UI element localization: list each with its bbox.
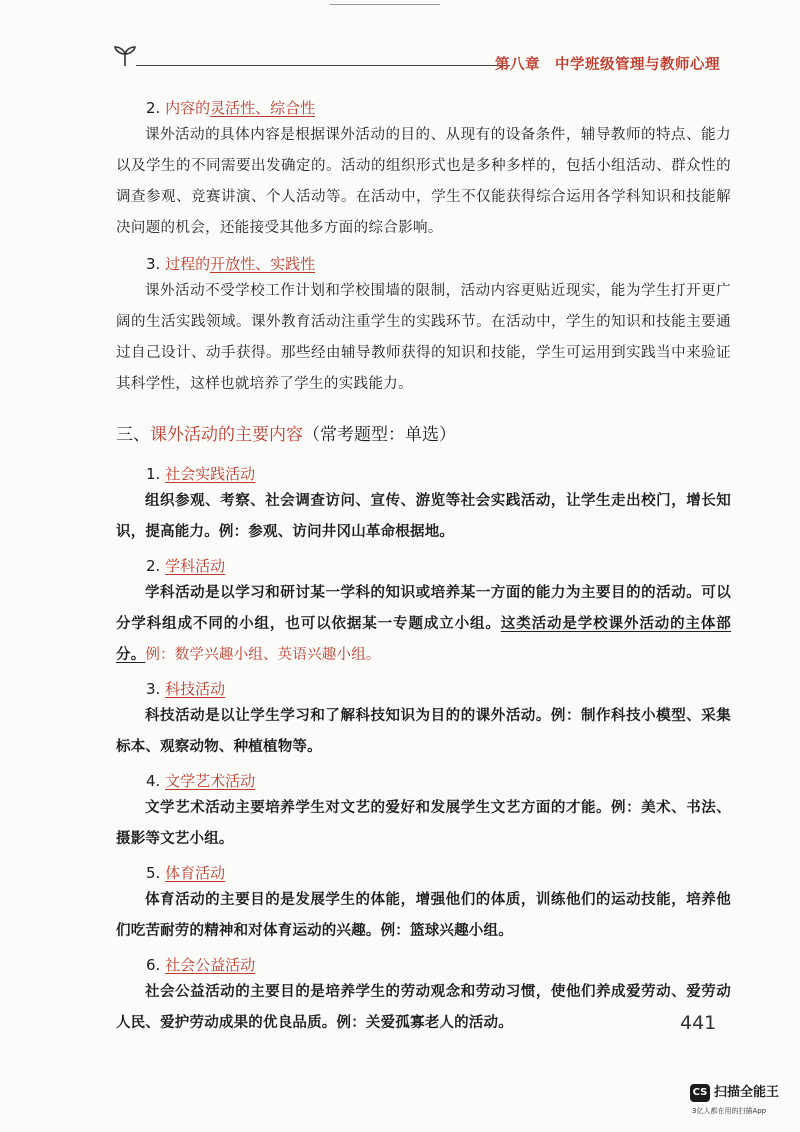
activity-heading-6 <box>146 953 731 977</box>
activity-key-point: 这类活动是学校课外活动的主体部分。 <box>116 616 732 663</box>
activity-text <box>116 578 731 671</box>
activity-heading-5 <box>146 861 731 885</box>
activity-title: 学科活动 <box>165 557 226 575</box>
activity-text-main: 学科活动是以学习和研讨某一学科的知识或培养某一方面的能力为主要目的的活动。可以分学科组成不同的小组，也可以依据某一专题成立小组。 <box>116 585 731 632</box>
chapter-title: 第八章 中学班级管理与教师心理 <box>495 57 720 73</box>
cs-logo-icon: CS <box>690 1084 710 1102</box>
activity-number: 3. <box>146 680 161 698</box>
item-heading-2 <box>146 96 731 120</box>
activity-number: 2. <box>146 557 161 575</box>
page-body <box>116 96 731 1039</box>
section-note: （常考题型：单选） <box>303 425 456 445</box>
activity-text: 科技活动是以让学生学习和了解科技知识为目的的课外活动。例：制作科技小模型、采集标本、观察动物、种植植物等。 <box>116 708 731 755</box>
section-title: 课外活动的主要内容 <box>150 425 303 445</box>
activity-text: 文学艺术活动主要培养学生对文艺的爱好和发展学生文艺方面的才能。例：美术、书法、摄影等文艺小组。 <box>116 800 731 847</box>
top-margin-line <box>330 4 440 5</box>
activity-example: 例：数学兴趣小组、英语兴趣小组。 <box>145 647 381 663</box>
page-number: 441 <box>680 1012 717 1034</box>
activity-heading-4 <box>146 769 731 793</box>
section-prefix: 三、 <box>116 425 150 445</box>
activity-number: 6. <box>146 956 161 974</box>
activity-number: 5. <box>146 864 161 882</box>
sprout-icon <box>112 44 138 68</box>
scanner-app-name: 扫描全能王 <box>714 1085 780 1100</box>
activity-heading-1 <box>146 462 731 486</box>
scanner-watermark <box>690 1082 794 1122</box>
item-number: 2. <box>146 99 161 117</box>
activity-number: 4. <box>146 772 161 790</box>
activity-text: 社会公益活动的主要目的是培养学生的劳动观念和劳动习惯，使他们养成爱劳动、爱劳动人民、爱护劳动成果的优良品质。例：关爱孤寡老人的活动。 <box>116 984 731 1031</box>
activity-title: 科技活动 <box>165 680 226 698</box>
paragraph: 课外活动的具体内容是根据课外活动的目的、从现有的设备条件，辅导教师的特点、能力以及学生的不同需要出发确定的。活动的组织形式也是多种多样的，包括小组活动、群众性的调查参观、竞赛讲演、个人活动等。在活动中，学生不仅能获得综合运用各学科知识和技能解决问题的机会，还能接受其他多方面的综合影响。 <box>116 127 731 236</box>
item-emphasis: 开放性、实践性 <box>210 255 316 273</box>
activity-number: 1. <box>146 465 161 483</box>
scanner-slogan: 3亿人都在用的扫描App <box>692 1107 767 1115</box>
activity-text: 组织参观、考察、社会调查访问、宣传、游览等社会实践活动，让学生走出校门，增长知识，提高能力。例：参观、访问井冈山革命根据地。 <box>116 493 731 540</box>
running-header <box>112 44 720 72</box>
paragraph: 课外活动不受学校工作计划和学校围墙的限制，活动内容更贴近现实，能为学生打开更广阔的生活实践领域。课外教育活动注重学生的实践环节。在活动中，学生的知识和技能主要通过自己设计、动手获得。那些经由辅导教师获得的知识和技能，学生可运用到实践当中来验证其科学性，这样也就培养了学生的实践能力。 <box>116 283 731 392</box>
activity-title: 社会实践活动 <box>165 465 256 483</box>
activity-text: 体育活动的主要目的是发展学生的体能，增强他们的体质，训练他们的运动技能，培养他们吃苦耐劳的精神和对体育运动的兴趣。例：篮球兴趣小组。 <box>116 892 731 939</box>
item-prefix: 内容的 <box>165 99 211 117</box>
item-emphasis: 灵活性、综合性 <box>210 99 316 117</box>
activity-heading-2 <box>146 554 731 578</box>
activity-title: 体育活动 <box>165 864 226 882</box>
item-prefix: 过程的 <box>165 255 211 273</box>
activity-heading-3 <box>146 677 731 701</box>
item-number: 3. <box>146 255 161 273</box>
activity-title: 社会公益活动 <box>165 956 256 974</box>
activity-title: 文学艺术活动 <box>165 772 256 790</box>
section-heading <box>116 420 731 450</box>
item-heading-3 <box>146 252 731 276</box>
header-rule <box>136 65 510 66</box>
